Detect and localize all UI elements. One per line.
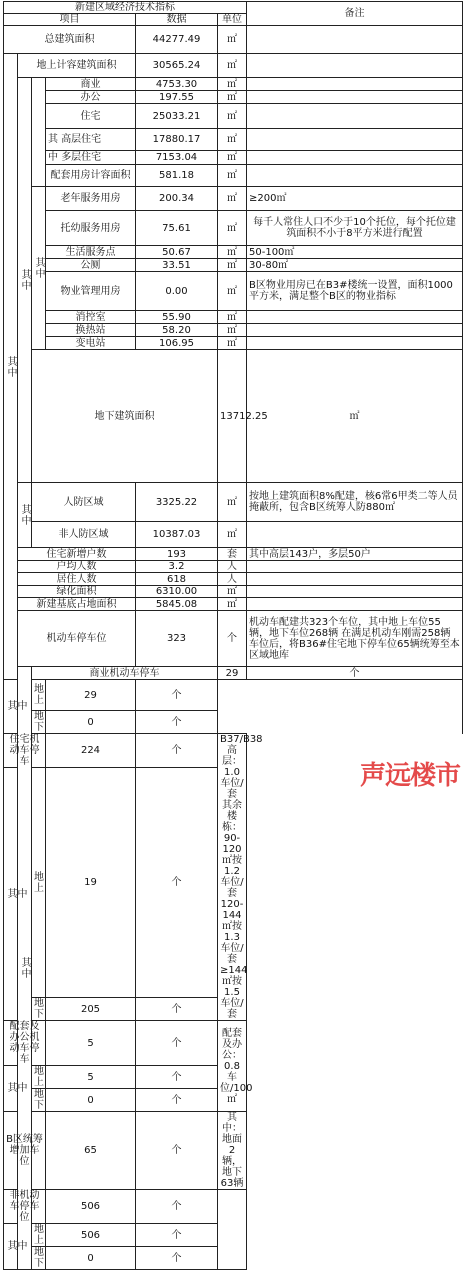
row-label: 住宅新增户数 <box>18 548 136 561</box>
row-note <box>247 522 463 548</box>
row-unit: 个 <box>136 734 218 768</box>
row-value: 55.90 <box>136 311 218 324</box>
row-label: 公厕 <box>46 259 136 272</box>
row-value: 50.67 <box>136 246 218 259</box>
notes-header: 备注 <box>247 2 463 26</box>
row-label: 物业管理用房 <box>46 272 136 311</box>
spacer-cell <box>32 78 46 187</box>
row-label: 地上 <box>32 680 46 711</box>
row-note: 其中：地面2辆，地下63辆 <box>218 1112 247 1190</box>
row-value: 0.00 <box>136 272 218 311</box>
row-unit: 个 <box>136 1066 218 1089</box>
row-value: 6310.00 <box>136 586 218 598</box>
watermark-logo: 声远楼市 <box>359 761 460 791</box>
table-row <box>4 573 463 586</box>
row-note <box>247 104 463 129</box>
table-row <box>4 711 463 734</box>
row-unit: ㎡ <box>218 483 247 522</box>
row-label: 地上计容建筑面积 <box>18 54 136 78</box>
table-row <box>4 259 463 272</box>
row-note <box>247 311 463 324</box>
row-label: 非机动车停车位 <box>4 1190 46 1224</box>
row-value: 65 <box>46 1112 136 1190</box>
row-note <box>247 586 463 598</box>
table-row <box>4 586 463 598</box>
row-value: 106.95 <box>136 337 218 350</box>
table-row <box>4 350 463 483</box>
row-unit: 个 <box>136 1224 218 1247</box>
table-row <box>4 187 463 211</box>
row-value: 19 <box>46 768 136 998</box>
table-row <box>4 91 463 104</box>
row-value: 4753.30 <box>136 78 218 91</box>
table-row <box>4 54 463 78</box>
economic-indicators-table <box>3 1 463 1270</box>
row-unit: 个 <box>136 1089 218 1112</box>
row-unit: ㎡ <box>218 311 247 324</box>
row-unit: ㎡ <box>218 129 247 151</box>
row-note: 30-80㎡ <box>247 259 463 272</box>
row-unit: 个 <box>136 1190 218 1224</box>
row-unit: ㎡ <box>218 54 247 78</box>
table-row <box>4 1021 463 1066</box>
table-row <box>4 522 463 548</box>
row-note: 按地上建筑面积8%配建，核6常6甲类二等人员掩蔽所，包含B区统筹人防880㎡ <box>247 483 463 522</box>
qizhong-underground: 其中 <box>18 483 32 548</box>
row-label: 托幼服务用房 <box>46 211 136 246</box>
row-value: 5 <box>46 1066 136 1089</box>
table-row <box>4 680 463 711</box>
row-label: 居住人数 <box>18 573 136 586</box>
row-unit: 个 <box>136 711 218 734</box>
qizhong-label: 其中 <box>4 768 32 1021</box>
row-value: 506 <box>46 1224 136 1247</box>
table-row <box>4 548 463 561</box>
row-value: 193 <box>136 548 218 561</box>
table-row <box>4 129 463 151</box>
row-unit: ㎡ <box>218 522 247 548</box>
table-row <box>4 104 463 129</box>
row-value: 224 <box>46 734 136 768</box>
row-unit: ㎡ <box>218 78 247 91</box>
row-unit: 个 <box>136 680 218 711</box>
col-unit-header: 单位 <box>218 14 247 26</box>
row-note <box>247 561 463 573</box>
row-value: 323 <box>136 611 218 667</box>
row-note: 其中高层143户，多层50户 <box>247 548 463 561</box>
row-unit: 人 <box>218 561 247 573</box>
row-note: 50-100㎡ <box>247 246 463 259</box>
row-label: 地下 <box>32 1089 46 1112</box>
row-value: 581.18 <box>136 165 218 187</box>
row-value: 5845.08 <box>136 598 218 611</box>
row-label: 总建筑面积 <box>4 26 136 54</box>
row-label: 配套及办公机动车停车 <box>4 1021 46 1066</box>
row-value: 3.2 <box>136 561 218 573</box>
row-value: 0 <box>46 1247 136 1270</box>
row-label: 地下 <box>32 711 46 734</box>
row-unit: ㎡ <box>218 586 247 598</box>
row-value: 0 <box>46 1089 136 1112</box>
row-label: 住宅机动车停车 <box>4 734 46 768</box>
row-note <box>218 1190 247 1270</box>
row-label: 人防区域 <box>32 483 136 522</box>
row-unit: ㎡ <box>218 187 247 211</box>
row-unit: 个 <box>247 667 463 680</box>
qizhong-label: 其中 <box>4 1224 32 1270</box>
row-unit: 个 <box>136 768 218 998</box>
table-row <box>4 611 463 667</box>
row-note <box>247 165 463 187</box>
table-row <box>4 151 463 165</box>
row-value: 618 <box>136 573 218 586</box>
row-unit: 个 <box>136 1021 218 1066</box>
row-unit: 个 <box>136 1247 218 1270</box>
row-label: 老年服务用房 <box>46 187 136 211</box>
row-label: 非人防区域 <box>32 522 136 548</box>
row-unit: ㎡ <box>218 259 247 272</box>
col-data-header: 数据 <box>136 14 218 26</box>
row-value: 44277.49 <box>136 26 218 54</box>
row-label: 地下建筑面积 <box>32 350 218 483</box>
row-note <box>247 151 463 165</box>
row-label: 地上 <box>32 768 46 998</box>
row-label: 消控室 <box>46 311 136 324</box>
row-value: 13712.25 <box>218 350 247 483</box>
table-row <box>4 561 463 573</box>
table-row <box>4 667 463 680</box>
row-label: 地上 <box>32 1066 46 1089</box>
row-note: 配套及办公：0.8车位/100㎡ <box>218 1021 247 1112</box>
table-row <box>4 26 463 54</box>
table-row <box>4 78 463 91</box>
row-value: 0 <box>46 711 136 734</box>
table-row <box>4 165 463 187</box>
row-unit: 套 <box>218 548 247 561</box>
row-label: 商业 <box>46 78 136 91</box>
row-note: 每千人常住人口不少于10个托位，每个托位建筑面积不小于8平方米进行配置 <box>247 211 463 246</box>
residential-parking-note: B37/B38高层：1.0车位/套 其余楼栋：90-120㎡按1.2车位/套 120-144㎡按1.3车位/套 ≥144㎡按1.5车位/套 <box>218 734 247 1021</box>
row-value: 17880.17 <box>136 129 218 151</box>
row-value: 29 <box>218 667 247 680</box>
row-value: 5 <box>46 1021 136 1066</box>
row-note <box>247 91 463 104</box>
row-label: 配套用房计容面积 <box>46 165 136 187</box>
row-label: 地下 <box>32 1247 46 1270</box>
row-label: 换热站 <box>46 324 136 337</box>
row-unit: ㎡ <box>218 151 247 165</box>
table-row <box>4 272 463 311</box>
row-value: 30565.24 <box>136 54 218 78</box>
row-note <box>247 324 463 337</box>
row-unit: ㎡ <box>247 350 463 483</box>
table-row <box>4 483 463 522</box>
row-label: 户均人数 <box>18 561 136 573</box>
table-row <box>4 1112 463 1190</box>
row-unit: 人 <box>218 573 247 586</box>
table-row <box>4 337 463 350</box>
row-label: 机动车停车位 <box>18 611 136 667</box>
row-value: 506 <box>46 1190 136 1224</box>
col-item-header: 项目 <box>4 14 136 26</box>
row-label: 办公 <box>46 91 136 104</box>
row-label: 新建基底占地面积 <box>18 598 136 611</box>
row-unit: ㎡ <box>218 165 247 187</box>
row-label: 住宅 <box>46 104 136 129</box>
qizhong-support: 其中 <box>32 187 46 350</box>
row-value: 25033.21 <box>136 104 218 129</box>
row-value: 75.61 <box>136 211 218 246</box>
row-unit: ㎡ <box>218 246 247 259</box>
row-value: 3325.22 <box>136 483 218 522</box>
qizhong-outer: 其中 <box>4 54 18 680</box>
row-note: 机动车配建共323个车位，其中地上车位55辆，地下车位268辆 在满足机动车刚需258辆车位后，将B36#住宅地下停车位65辆统筹至本区域地库 <box>247 611 463 667</box>
row-value: 197.55 <box>136 91 218 104</box>
row-label: 生活服务点 <box>46 246 136 259</box>
row-note <box>247 78 463 91</box>
table-row <box>4 246 463 259</box>
row-label: 变电站 <box>46 337 136 350</box>
row-label: 地下 <box>32 998 46 1021</box>
row-label: 商业机动车停车 <box>32 667 218 680</box>
row-unit: ㎡ <box>218 211 247 246</box>
row-unit: ㎡ <box>218 598 247 611</box>
row-value: 33.51 <box>136 259 218 272</box>
row-unit: ㎡ <box>218 91 247 104</box>
row-unit: ㎡ <box>218 272 247 311</box>
row-unit: 个 <box>136 998 218 1021</box>
row-value: 10387.03 <box>136 522 218 548</box>
row-label: 地上 <box>32 1224 46 1247</box>
row-value: 29 <box>46 680 136 711</box>
row-note <box>247 26 463 54</box>
row-unit: 个 <box>218 611 247 667</box>
row-unit: ㎡ <box>218 26 247 54</box>
multi-story-label: 中 多层住宅 <box>46 151 136 165</box>
qizhong-parking: 其中 <box>18 667 32 1270</box>
row-unit: ㎡ <box>218 337 247 350</box>
qizhong-label: 其中 <box>4 680 32 734</box>
row-value: 205 <box>46 998 136 1021</box>
row-unit: ㎡ <box>218 104 247 129</box>
row-note: B区物业用房已在B3#楼统一设置，面积1000平方米，满足整个B区的物业指标 <box>247 272 463 311</box>
row-value: 58.20 <box>136 324 218 337</box>
table-row <box>4 211 463 246</box>
table-title: 新建区域经济技术指标 <box>4 2 247 14</box>
row-unit: 个 <box>136 1112 218 1190</box>
row-note <box>247 573 463 586</box>
table-row <box>4 311 463 324</box>
row-note <box>247 598 463 611</box>
row-unit: ㎡ <box>218 324 247 337</box>
row-value: 200.34 <box>136 187 218 211</box>
row-label: B区统筹增加车位 <box>4 1112 46 1190</box>
high-rise-label: 其 高层住宅 <box>46 129 136 151</box>
row-note: ≥200㎡ <box>247 187 463 211</box>
table-row <box>4 1190 463 1224</box>
row-value: 7153.04 <box>136 151 218 165</box>
row-label: 绿化面积 <box>18 586 136 598</box>
table-row <box>4 598 463 611</box>
qizhong-label: 其中 <box>4 1066 32 1112</box>
row-note <box>247 129 463 151</box>
table-row <box>4 324 463 337</box>
qizhong-above: 其中 <box>18 78 32 483</box>
row-note <box>247 54 463 78</box>
row-note <box>247 337 463 350</box>
